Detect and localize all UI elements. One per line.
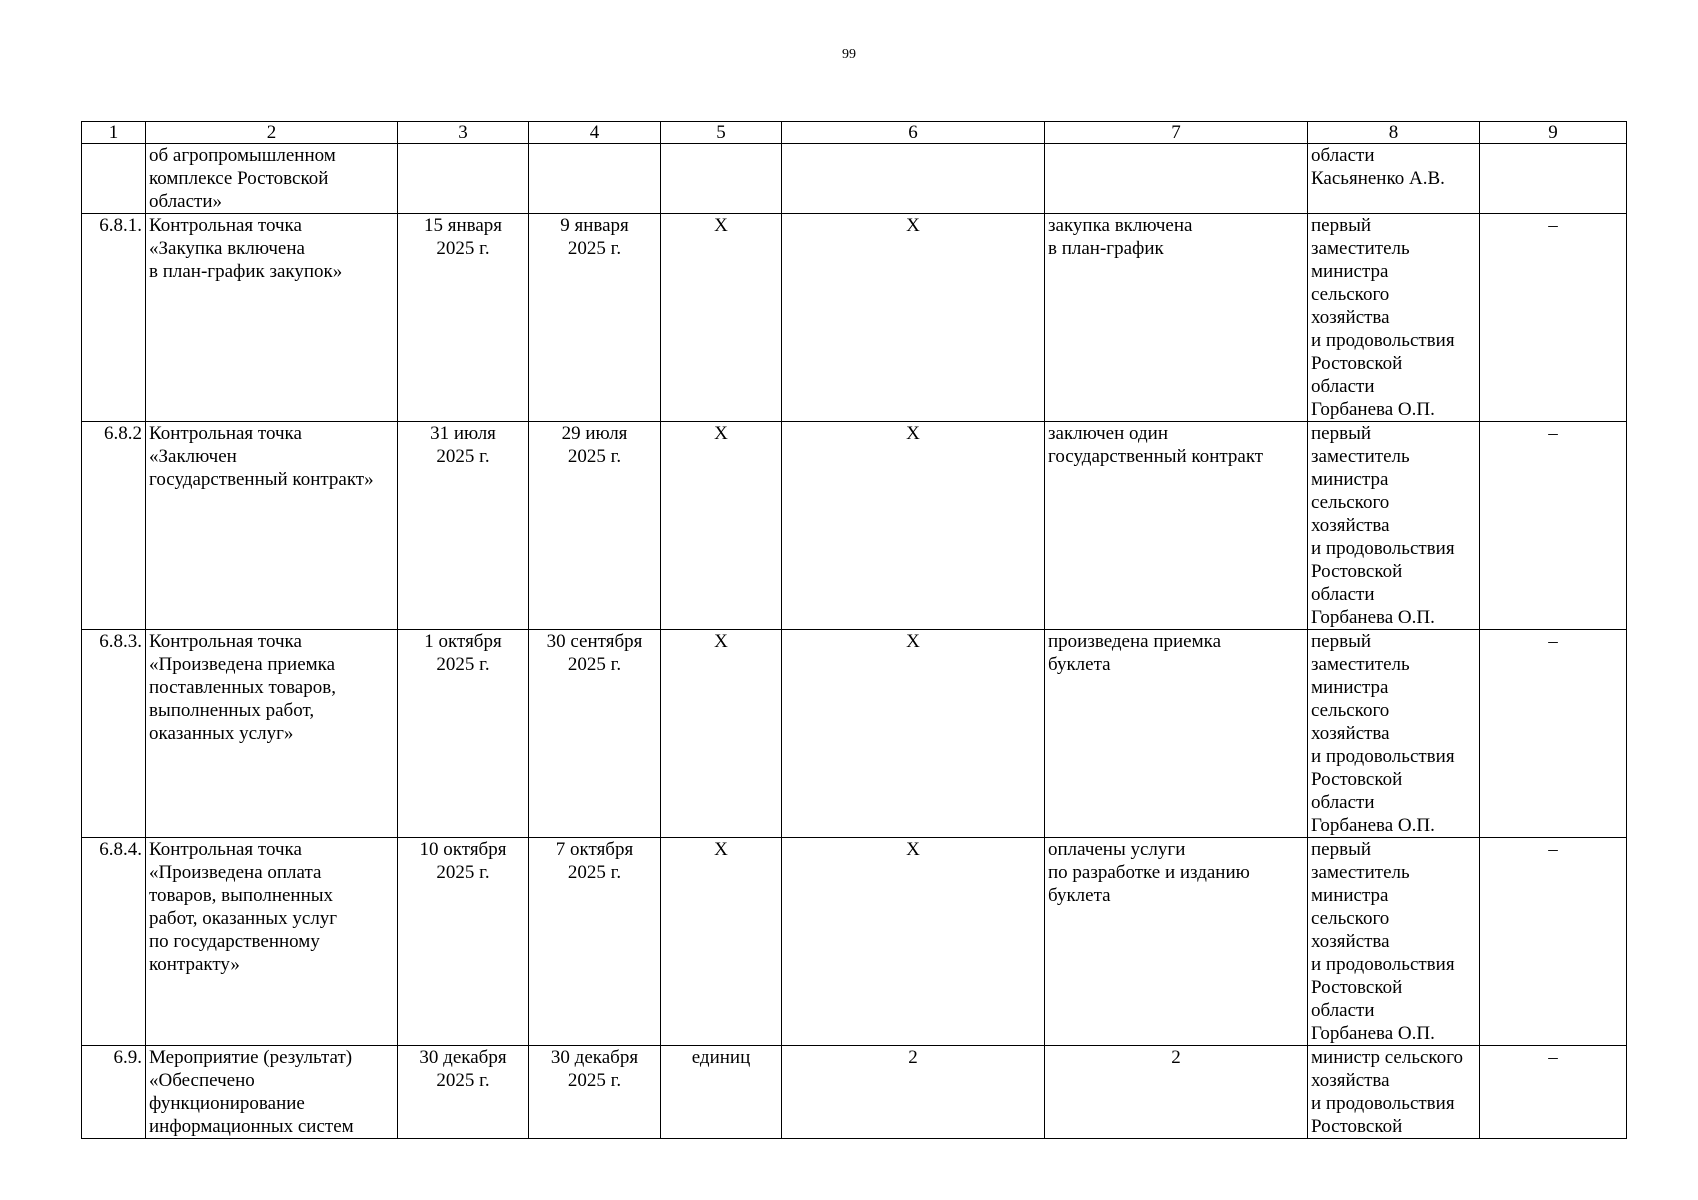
row-unit: Х — [661, 630, 782, 838]
row-note: – — [1480, 1046, 1627, 1139]
row-name: Мероприятие (результат) «Обеспечено функционирование информационных систем — [146, 1046, 398, 1139]
row-number: 6.8.1. — [82, 214, 146, 422]
row-fact-date: 30 декабря 2025 г. — [529, 1046, 661, 1139]
header-cell: 7 — [1045, 122, 1308, 144]
row-note: – — [1480, 214, 1627, 422]
row-result: произведена приемка буклета — [1045, 630, 1308, 838]
row-responsible: первый заместитель министра сельского хозяйства и продовольствия Ростовской области Горбанева О.П. — [1308, 630, 1480, 838]
page-number: 99 — [842, 47, 856, 62]
header-cell: 3 — [398, 122, 529, 144]
row-note: – — [1480, 422, 1627, 630]
table-header-row — [82, 122, 1627, 144]
row-unit: единиц — [661, 1046, 782, 1139]
row-number: 6.8.2 — [82, 422, 146, 630]
row-fact-date: 30 сентября 2025 г. — [529, 630, 661, 838]
row-plan-date: 31 июля 2025 г. — [398, 422, 529, 630]
row-note — [1480, 144, 1627, 214]
row-note: – — [1480, 630, 1627, 838]
row-fact-date — [529, 144, 661, 214]
row-name: Контрольная точка «Заключен государственный контракт» — [146, 422, 398, 630]
row-plan-value: Х — [782, 630, 1045, 838]
header-cell: 4 — [529, 122, 661, 144]
row-responsible: области Касьяненко А.В. — [1308, 144, 1480, 214]
row-result — [1045, 144, 1308, 214]
row-result: оплачены услуги по разработке и изданию буклета — [1045, 838, 1308, 1046]
row-number: 6.8.4. — [82, 838, 146, 1046]
row-responsible: министр сельского хозяйства и продовольствия Ростовской — [1308, 1046, 1480, 1139]
row-responsible: первый заместитель министра сельского хозяйства и продовольствия Ростовской области Горбанева О.П. — [1308, 838, 1480, 1046]
row-responsible: первый заместитель министра сельского хозяйства и продовольствия Ростовской области Горбанева О.П. — [1308, 422, 1480, 630]
header-cell: 5 — [661, 122, 782, 144]
row-number: 6.9. — [82, 1046, 146, 1139]
row-name: Контрольная точка «Произведена оплата товаров, выполненных работ, оказанных услуг по государственному контракту» — [146, 838, 398, 1046]
row-plan-date — [398, 144, 529, 214]
table-row — [82, 214, 1627, 422]
header-cell: 8 — [1308, 122, 1480, 144]
row-fact-date: 9 января 2025 г. — [529, 214, 661, 422]
table-row — [82, 1046, 1627, 1139]
row-fact-date: 7 октября 2025 г. — [529, 838, 661, 1046]
row-unit — [661, 144, 782, 214]
row-plan-date: 1 октября 2025 г. — [398, 630, 529, 838]
row-note: – — [1480, 838, 1627, 1046]
row-plan-date: 10 октября 2025 г. — [398, 838, 529, 1046]
row-result: закупка включена в план-график — [1045, 214, 1308, 422]
table-row — [82, 144, 1627, 214]
row-plan-date: 15 января 2025 г. — [398, 214, 529, 422]
row-result: заключен один государственный контракт — [1045, 422, 1308, 630]
table-row — [82, 838, 1627, 1046]
row-name: Контрольная точка «Произведена приемка поставленных товаров, выполненных работ, оказанных услуг» — [146, 630, 398, 838]
row-plan-value: Х — [782, 214, 1045, 422]
row-responsible: первый заместитель министра сельского хозяйства и продовольствия Ростовской области Горбанева О.П. — [1308, 214, 1480, 422]
header-cell: 1 — [82, 122, 146, 144]
row-number: 6.8.3. — [82, 630, 146, 838]
row-plan-date: 30 декабря 2025 г. — [398, 1046, 529, 1139]
row-name: об агропромышленном комплексе Ростовской области» — [146, 144, 398, 214]
row-plan-value: Х — [782, 422, 1045, 630]
table-row — [82, 422, 1627, 630]
row-name: Контрольная точка «Закупка включена в план-график закупок» — [146, 214, 398, 422]
row-unit: Х — [661, 838, 782, 1046]
table-row — [82, 630, 1627, 838]
row-number — [82, 144, 146, 214]
row-plan-value: 2 — [782, 1046, 1045, 1139]
row-plan-value: Х — [782, 838, 1045, 1046]
row-fact-date: 29 июля 2025 г. — [529, 422, 661, 630]
row-result: 2 — [1045, 1046, 1308, 1139]
header-cell: 9 — [1480, 122, 1627, 144]
row-unit: Х — [661, 422, 782, 630]
row-plan-value — [782, 144, 1045, 214]
results-table — [81, 121, 1627, 1139]
header-cell: 6 — [782, 122, 1045, 144]
row-unit: Х — [661, 214, 782, 422]
header-cell: 2 — [146, 122, 398, 144]
